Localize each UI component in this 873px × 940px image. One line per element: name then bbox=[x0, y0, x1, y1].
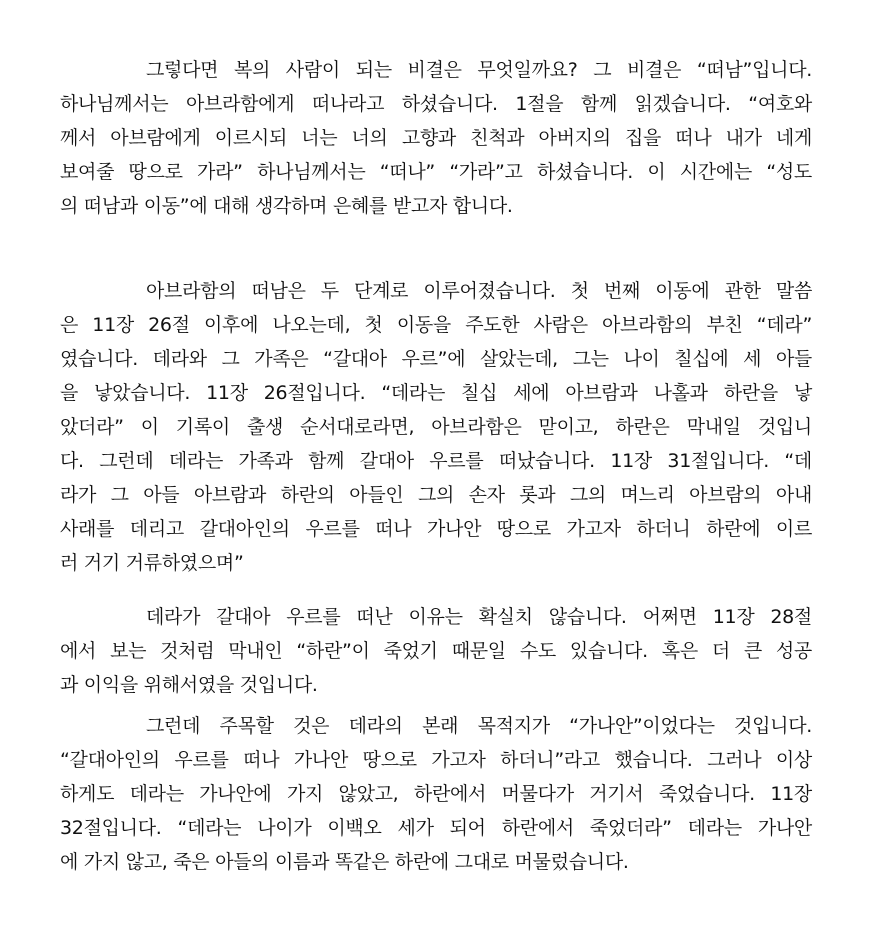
text-line: 을 낳았습니다. 11장 26절입니다. “데라는 칠십 세에 아브람과 나홀과 하란을 낳 bbox=[60, 382, 812, 404]
text-line: 러 거기 거류하였으며” bbox=[60, 552, 244, 574]
text-line: 사래를 데리고 갈대아인의 우르를 떠나 가나안 땅으로 가고자 하더니 하란에 이르 bbox=[60, 518, 812, 540]
text-line: 에서 보는 것처럼 막내인 “하란”이 죽었기 때문일 수도 있습니다. 혹은 더 큰 성공 bbox=[60, 640, 812, 662]
text-line: 과 이익을 위해서였을 것입니다. bbox=[60, 674, 318, 696]
text-line: 였습니다. 데라와 그 가족은 “갈대아 우르”에 살았는데, 그는 나이 칠십에 세 아들 bbox=[60, 348, 812, 370]
text-line: 의 떠남과 이동”에 대해 생각하며 은혜를 받고자 합니다. bbox=[60, 195, 513, 217]
text-line: 라가 그 아들 아브람과 하란의 아들인 그의 손자 롯과 그의 며느리 아브람의 아내 bbox=[60, 484, 812, 506]
text-line: 하나님께서는 아브라함에게 떠나라고 하셨습니다. 1절을 함께 읽겠습니다. “여호와 bbox=[60, 93, 812, 115]
text-line: 보여줄 땅으로 가라” 하나님께서는 “떠나” “가라”고 하셨습니다. 이 시간에는 “성도 bbox=[60, 161, 812, 183]
text-line: 그렇다면 복의 사람이 되는 비결은 무엇일까요? 그 비결은 “떠남”입니다. bbox=[146, 59, 812, 81]
text-line: 32절입니다. “데라는 나이가 이백오 세가 되어 하란에서 죽었더라” 데라는 가나안 bbox=[60, 817, 812, 839]
text-line: 그런데 주목할 것은 데라의 본래 목적지가 “가나안”이었다는 것입니다. bbox=[146, 715, 812, 737]
text-line: 다. 그런데 데라는 가족과 함께 갈대아 우르를 떠났습니다. 11장 31절입니다. “데 bbox=[60, 450, 812, 472]
text-line: 에 가지 않고, 죽은 아들의 이름과 똑같은 하란에 그대로 머물렀습니다. bbox=[60, 851, 629, 873]
text-line: 께서 아브람에게 이르시되 너는 너의 고향과 친척과 아버지의 집을 떠나 내가 네게 bbox=[60, 127, 812, 149]
text-line: 데라가 갈대아 우르를 떠난 이유는 확실치 않습니다. 어쩌면 11장 28절 bbox=[146, 606, 812, 628]
text-line: 은 11장 26절 이후에 나오는데, 첫 이동을 주도한 사람은 아브라함의 부친 “데라” bbox=[60, 314, 812, 336]
text-line: 하게도 데라는 가나안에 가지 않았고, 하란에서 머물다가 거기서 죽었습니다. 11장 bbox=[60, 783, 812, 805]
text-line: 았더라” 이 기록이 출생 순서대로라면, 아브라함은 맏이고, 하란은 막내일 것입니 bbox=[60, 416, 812, 438]
text-line: “갈대아인의 우르를 떠나 가나안 땅으로 가고자 하더니”라고 했습니다. 그러나 이상 bbox=[60, 749, 812, 771]
text-line: 아브라함의 떠남은 두 단계로 이루어졌습니다. 첫 번째 이동에 관한 말씀 bbox=[146, 280, 812, 302]
